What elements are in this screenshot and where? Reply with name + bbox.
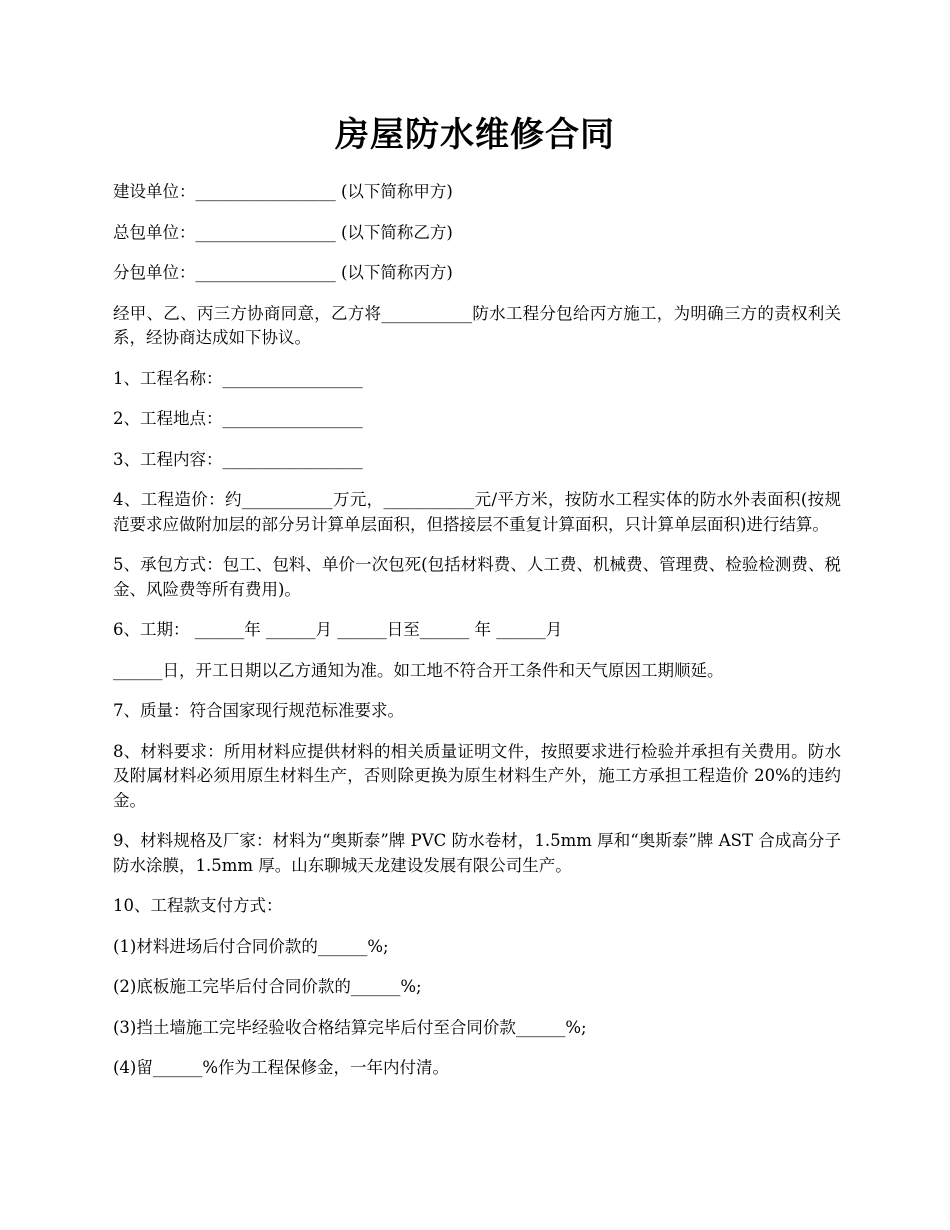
clause-project-content: 3、工程内容：_________________ bbox=[113, 449, 363, 469]
clause-general-contractor: 总包单位：_________________ (以下简称乙方) bbox=[113, 222, 453, 242]
payment-item-2: (2)底板施工完毕后付合同价款的______%; bbox=[113, 977, 422, 996]
clause-material-requirements: 8、材料要求：所用材料应提供材料的相关质量证明文件，按照要求进行检验并承担有关费用。防水及附属材料必须用原生材料生产，否则除更换为原生材料生产外，施工方承担工程造价 20%的违约金。 bbox=[113, 741, 841, 810]
clause-schedule: 6、工期： ______年 ______月 ______日至______ 年 ______月 bbox=[113, 620, 563, 639]
clause-material-specs: 9、材料规格及厂家：材料为“奥斯泰”牌 PVC 防水卷材，1.5mm 厚和“奥斯泰”牌 AST 合成高分子防水涂膜，1.5mm 厚。山东聊城天龙建设发展有限公司生产。 bbox=[113, 831, 841, 875]
document-title: 房屋防水维修合同 bbox=[335, 115, 615, 155]
payment-item-4: (4)留______%作为工程保修金，一年内付清。 bbox=[113, 1058, 450, 1077]
clause-preamble: 经甲、乙、丙三方协商同意，乙方将___________防水工程分包给丙方施工，为明确三方的责权利关系，经协商达成如下协议。 bbox=[113, 303, 841, 347]
clause-construction-unit: 建设单位：_________________ (以下简称甲方) bbox=[113, 182, 453, 201]
clause-project-cost: 4、工程造价：约___________万元，___________元/平方米，按防水工程实体的防水外表面积(按规范要求应做附加层的部分另计算单层面积，但搭接层不重复计算面积，只计算单层面积)进行结算。 bbox=[113, 490, 841, 534]
clause-project-name: 1、工程名称：_________________ bbox=[113, 368, 363, 388]
payment-item-3: (3)挡土墙施工完毕经验收合格结算完毕后付至合同价款______%; bbox=[113, 1017, 587, 1037]
payment-item-1: (1)材料进场后付合同价款的______%; bbox=[113, 936, 389, 956]
clause-schedule-continued: ______日，开工日期以乙方通知为准。如工地不符合开工条件和天气原因工期顺延。 bbox=[113, 660, 724, 680]
clause-project-location: 2、工程地点：_________________ bbox=[113, 409, 363, 428]
clause-contract-method: 5、承包方式：包工、包料、单价一次包死(包括材料费、人工费、机械费、管理费、检验检测费、税金、风险费等所有费用)。 bbox=[113, 555, 841, 599]
clause-quality: 7、质量：符合国家现行规范标准要求。 bbox=[113, 701, 404, 720]
clause-subcontractor: 分包单位：_________________ (以下简称丙方) bbox=[113, 263, 453, 282]
clause-payment-method: 10、工程款支付方式： bbox=[113, 896, 283, 915]
document-body bbox=[113, 180, 841, 1097]
